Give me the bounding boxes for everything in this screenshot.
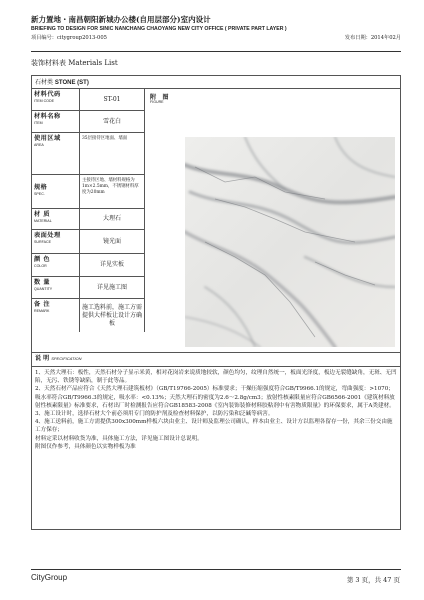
footer-rule <box>31 569 401 570</box>
spec-line: 4、施工送料前，施工方需提供300x300mm样板六块由业主、设计师及监理公司确认，样本由业主、设计方以监理各留存一份，其余三份交由施工方保存； <box>35 419 393 434</box>
value-material: 大理石 <box>80 209 145 229</box>
project-title-en: BRIEFING TO DESIGN FOR SINIC NANCHANG CHAOYANG NEW CITY OFFICE ( PRIVATE PART LAYER ) <box>31 26 287 32</box>
spec-line: 材料定采以材料收货为准，具体施工方法，详见施工图设计总说明。 <box>35 435 203 442</box>
label-en: ITEM CODE <box>34 99 54 103</box>
project-number: 项目编号：citygroup2013-005 <box>31 35 107 41</box>
label-cn: 材料代码 <box>34 91 61 98</box>
page-number: 第 3 页，共 47 页 <box>346 576 400 584</box>
specification-text <box>32 367 400 453</box>
value-quantity: 详见施工图 <box>80 277 145 298</box>
value-spec: 主接待区地、墙材料规格为1m×2.5mm，不锈钢材料厚度为20mm <box>80 175 145 208</box>
figure-panel <box>144 89 400 352</box>
label-en: ITEM <box>34 121 43 125</box>
label-en: MATERIAL <box>34 219 52 223</box>
spec-line: 1、天然大理石：板性，天然石材分子显示米黄，相对花岗岩来说质地较软，颜色均匀，纹理自然统一，板面光泽度，板边无裂缝缺角，无斑、无凹陷，无污、铁锈等缺陷，制于此等品。 <box>35 370 397 385</box>
value-item-code: ST-01 <box>80 89 145 110</box>
page-header <box>31 15 401 42</box>
label-en: SURFACE <box>34 240 51 244</box>
label-cn: 材料名称 <box>34 113 61 120</box>
marble-sample-image <box>185 137 395 347</box>
label-cn: 使用区域 <box>34 135 61 142</box>
citygroup-logo: CityGroup <box>31 573 68 582</box>
publish-date: 发布日期：2014年02月 <box>344 35 401 41</box>
row-surface <box>32 230 145 254</box>
row-color <box>32 254 145 277</box>
label-en: QUANTITY <box>34 287 53 291</box>
row-area <box>32 133 145 175</box>
doc-title: 装饰材料表 Materials List <box>31 59 118 67</box>
row-quantity <box>32 277 145 299</box>
category-en: STONE (ST) <box>54 80 89 86</box>
row-item-code <box>32 89 145 111</box>
row-material <box>32 209 145 230</box>
attribute-table <box>32 89 145 332</box>
label-cn: 规格 <box>34 184 48 191</box>
row-item-name <box>32 111 145 133</box>
value-surface: 镜光面 <box>80 230 145 253</box>
value-area: 35层接待区地面、墙面 <box>80 133 145 174</box>
value-color: 详见实板 <box>80 254 145 276</box>
header-rule <box>31 51 401 52</box>
spec-heading-cn: 说 明 <box>35 355 52 362</box>
label-cn: 表面处理 <box>34 232 61 239</box>
materials-sheet <box>31 75 401 530</box>
spec-line: 3、施工设计时，选择石材大个前必须用专门的防护剂及检查材料保护，以防污染和泛碱等病害。 <box>35 411 274 418</box>
label-en: AREA <box>34 143 44 147</box>
label-en: SPEC. <box>34 192 45 196</box>
project-title-cn: 新力置地・南昌朝阳新城办公楼(自用层部分)室内设计 <box>31 15 211 24</box>
label-cn: 备 注 <box>34 301 51 308</box>
figure-label: 附 图 <box>150 94 171 101</box>
row-remark <box>32 299 145 332</box>
category-cn: 石材类 <box>35 79 55 86</box>
label-cn: 数 量 <box>34 279 51 286</box>
label-cn: 颜 色 <box>34 256 51 263</box>
spec-heading-en: SPECIFICATION <box>51 356 82 361</box>
figure-label-en: FIGURE <box>150 100 164 104</box>
value-item-name: 雪花白 <box>80 111 145 132</box>
label-en: REMARK <box>34 309 50 313</box>
specification-heading <box>32 353 400 367</box>
category-row <box>32 76 400 89</box>
label-cn: 材 质 <box>34 211 51 218</box>
row-spec <box>32 175 145 209</box>
spec-line: 2、天然石材产品应符合《天然大理石建筑板材》（GB/T19766-2005）标准要求；干燥压缩强度符合GB/T9966.1的规定，弯曲强度：>1070；吸水率符合GB/T9966.3的规定，吸水率：<0.13%；天然大理石的密度为2.6～2.8g/cm3；放射性核素限量应符合GB6566-2001《建筑材料放射性核素限量》标准要求，石材出厂时检测报告应符合GB18583-2008《室内装饰装修材料胶粘剂中有害物质限量》的环保要求，属于A类建材。 <box>35 386 395 409</box>
value-remark: 施工选料前，施工方需提供大样板让设计方确板 <box>80 299 145 332</box>
label-en: COLOR <box>34 264 47 268</box>
spec-line: 附图仅作参考，具体颜色以实物样板为准 <box>35 443 136 450</box>
specification-section <box>32 352 400 453</box>
